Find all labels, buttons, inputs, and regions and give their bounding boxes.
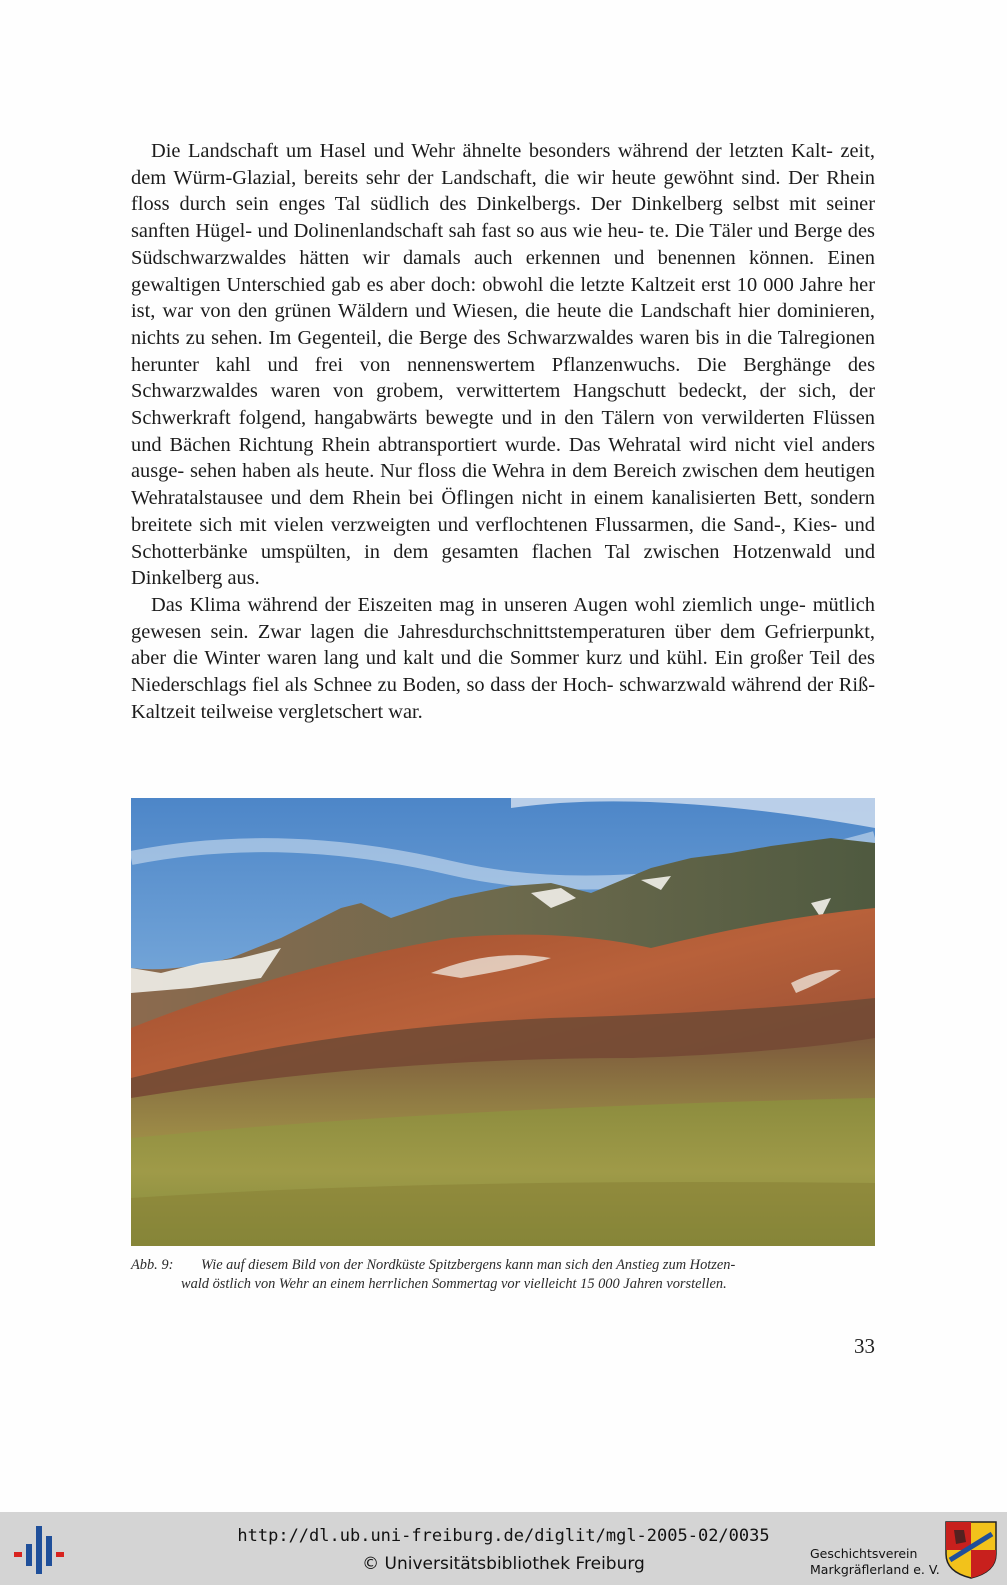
paragraph-2 [131, 592, 875, 726]
text-line: selbst mit seiner sanften Hügel- und Dolinenlandschaft sah fast so aus wie heu- [131, 193, 875, 243]
society-line-2: Markgräflerland e. V. [810, 1562, 940, 1577]
text-line: Gefrierpunkt, aber die Winter waren lang und kalt und die Sommer kurz und kühl. [131, 620, 875, 670]
text-line: und benennen können. Einen gewaltigen Unterschied gab es aber doch: obwohl [131, 246, 875, 296]
text-line: Wehratalstausee und dem Rhein bei Öflingen nicht in einem kanalisierten Bett, [131, 487, 811, 510]
body-text [131, 138, 875, 725]
text-line: Ein großer Teil des Niederschlags fiel als Schnee zu Boden, so dass der Hoch- [131, 647, 875, 697]
text-line: Das Klima während der Eiszeiten mag in unseren Augen wohl ziemlich unge- [151, 593, 806, 616]
text-line: zeit, dem Würm-Glazial, bereits sehr der Landschaft, die wir heute gewöhnt sind. [131, 140, 875, 189]
text-line: hangabwärts bewegte und in den Tälern von verwilderten Flüssen und Bächen [131, 407, 875, 456]
figure-label: Abb. 9: [131, 1257, 174, 1273]
text-line: von grobem, verwittertem Hangschutt bedeckt, der sich, der Schwerkraft folgend, [131, 380, 875, 430]
text-line: schwarzwald während der Riß-Kaltzeit teilweise vergletschert war. [131, 674, 875, 723]
landscape-photo [131, 798, 875, 1246]
footer-copyright: © Universitätsbibliothek Freiburg [362, 1554, 645, 1574]
society-name [810, 1546, 940, 1578]
text-line: mütlich gewesen sein. Zwar lagen die Jahresdurchschnittstemperaturen über dem [131, 593, 875, 643]
caption-line-2: wald östlich von Wehr an einem herrlichen Sommertag vor vielleicht 15 000 Jahren vorstellen. [181, 1276, 727, 1292]
text-line: die Berge des Schwarzwaldes waren bis in die Talregionen herunter kahl und frei [131, 326, 876, 376]
text-line: Der Rhein floss durch sein enges Tal südlich des Dinkelbergs. Der Dinkelberg [131, 166, 875, 216]
text-line: die letzte Kaltzeit erst 10 000 Jahre her ist, war von den grünen Wäldern und [131, 273, 875, 323]
paragraph-1 [131, 138, 875, 592]
text-line: Die Landschaft um Hasel und Wehr ähnelte besonders während der letzten Kalt- [151, 140, 833, 162]
text-line: Wiesen, die heute die Landschaft hier dominieren, nichts zu sehen. Im Gegenteil, [131, 300, 875, 349]
text-line: Sand-, Kies- und Schotterbänke umspülten, in dem gesamten flachen Tal zwischen [131, 513, 875, 563]
text-line: Richtung Rhein abtransportiert wurde. Das Wehratal wird nicht viel anders ausge- [131, 433, 875, 483]
text-line: te. Die Täler und Berge des Südschwarzwaldes hätten wir damals auch erkennen [131, 220, 875, 269]
text-line: von nennenswertem Pflanzenwuchs. Die Berghänge des Schwarzwaldes waren [131, 353, 876, 403]
figure-caption [131, 1256, 875, 1294]
text-line: sondern breitete sich mit vielen verzweigten und verflochtenen Flussarmen, die [131, 487, 875, 536]
society-line-1: Geschichtsverein [810, 1546, 918, 1561]
text-line: sehen haben als heute. Nur floss die Wehra in dem Bereich zwischen dem heutigen [189, 460, 875, 483]
page-number: 33 [854, 1334, 875, 1358]
footer-url-link[interactable]: http://dl.ub.uni-freiburg.de/diglit/mgl-2005-02/0035 [237, 1526, 770, 1546]
coat-of-arms-icon [944, 1520, 998, 1580]
text-line: Hotzenwald und Dinkelberg aus. [131, 540, 876, 590]
footer-bar [0, 1512, 1007, 1585]
caption-line-1: Wie auf diesem Bild von der Nordküste Spitzbergens kann man sich den Anstieg zum Hotzen- [201, 1257, 736, 1273]
